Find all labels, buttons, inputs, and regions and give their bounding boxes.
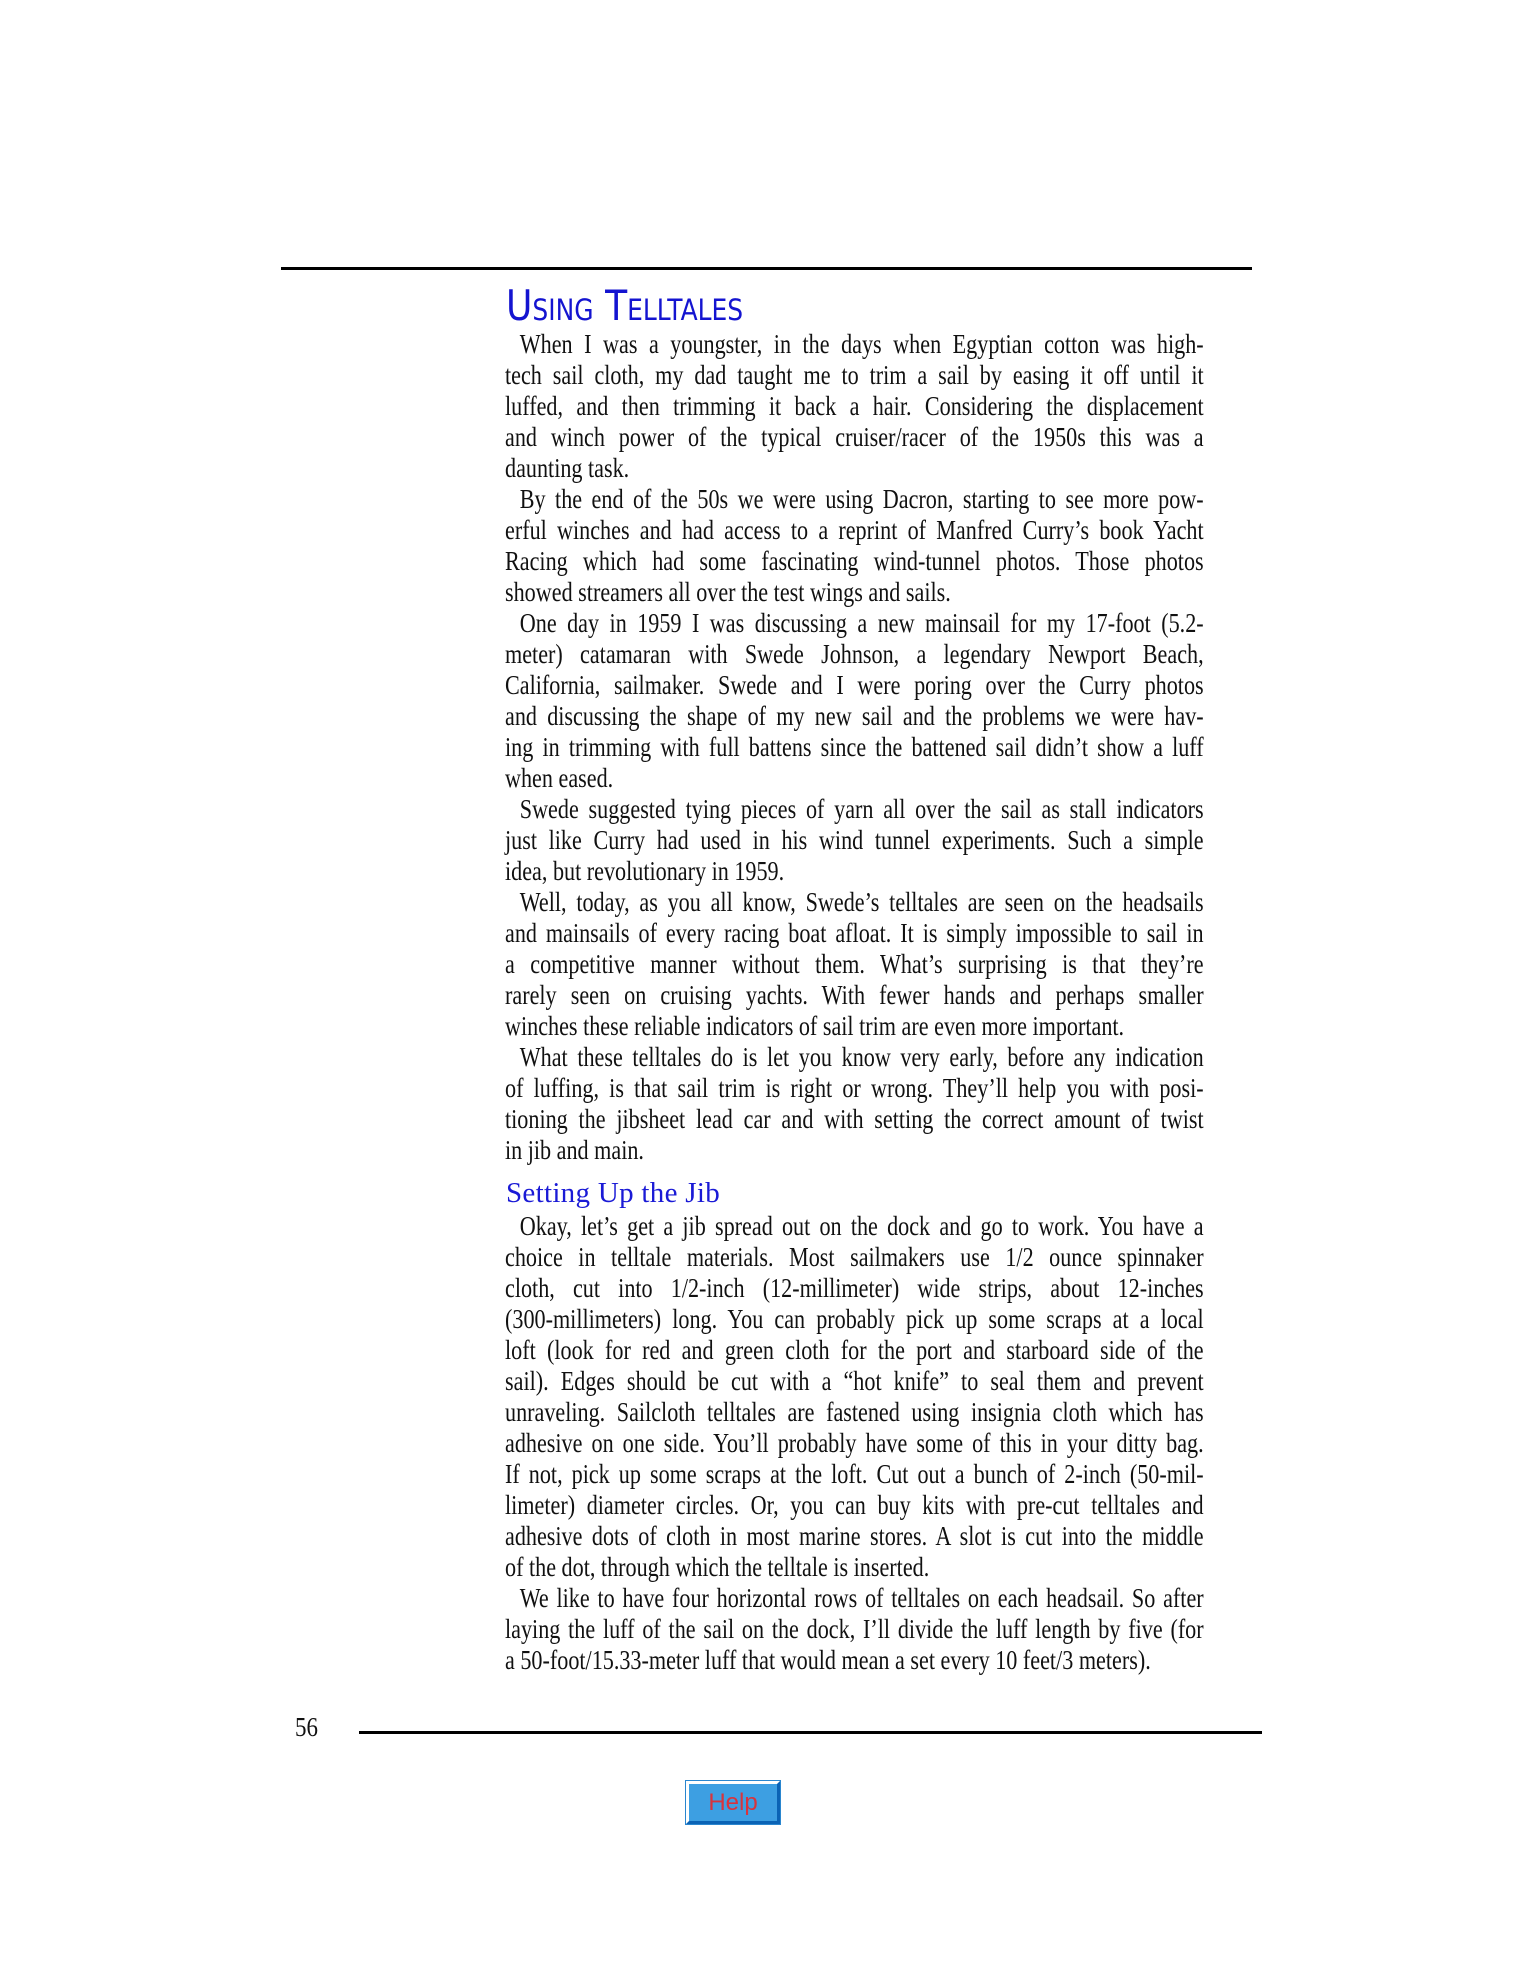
paragraph-line: What these telltales do is let you know very early, before any indication xyxy=(519,1042,1204,1072)
section-subheading: Setting Up the Jib xyxy=(506,1177,721,1209)
paragraph-line: idea, but revolutionary in 1959. xyxy=(505,856,785,886)
paragraph-line: a 50-foot/15.33-meter luff that would mean a set every 10 feet/3 meters). xyxy=(505,1645,1151,1675)
paragraph-line: sail). Edges should be cut with a “hot knife” to seal them and prevent xyxy=(505,1366,1204,1396)
footer-rule xyxy=(359,1731,1262,1734)
paragraph-line: a competitive manner without them. What’s surprising is that they’re xyxy=(505,949,1204,979)
paragraph-line: cloth, cut into 1/2-inch (12-millimeter) wide strips, about 12-inches xyxy=(505,1273,1204,1303)
paragraph-line: of luffing, is that sail trim is right or wrong. They’ll help you with posi- xyxy=(505,1073,1204,1103)
paragraph-line: laying the luff of the sail on the dock, I’ll divide the luff length by five (for xyxy=(505,1614,1204,1644)
paragraph-line: We like to have four horizontal rows of telltales on each headsail. So after xyxy=(519,1583,1204,1613)
paragraph-line: in jib and main. xyxy=(505,1135,644,1165)
paragraph-line: and winch power of the typical cruiser/racer of the 1950s this was a xyxy=(505,422,1204,452)
paragraph-line: choice in telltale materials. Most sailmakers use 1/2 ounce spinnaker xyxy=(505,1242,1204,1272)
paragraph-line: and discussing the shape of my new sail and the problems we were hav- xyxy=(505,701,1204,731)
paragraph-line: adhesive on one side. You’ll probably have some of this in your ditty bag. xyxy=(505,1428,1204,1458)
paragraph-line: Swede suggested tying pieces of yarn all over the sail as stall indicators xyxy=(519,794,1204,824)
page-title: Using Telltales xyxy=(506,281,744,330)
paragraph-line: California, sailmaker. Swede and I were poring over the Curry photos xyxy=(505,670,1204,700)
paragraph-line: By the end of the 50s we were using Dacron, starting to see more pow- xyxy=(519,484,1204,514)
paragraph-line: ing in trimming with full battens since the battened sail didn’t show a luff xyxy=(505,732,1204,762)
paragraph-line: limeter) diameter circles. Or, you can buy kits with pre-cut telltales and xyxy=(505,1490,1204,1520)
paragraph-line: loft (look for red and green cloth for the port and starboard side of the xyxy=(505,1335,1204,1365)
paragraph-line: tech sail cloth, my dad taught me to trim a sail by easing it off until it xyxy=(505,360,1204,390)
help-button[interactable]: Help xyxy=(686,1781,780,1824)
paragraph-line: One day in 1959 I was discussing a new mainsail for my 17-foot (5.2- xyxy=(519,608,1204,638)
paragraph-line: winches these reliable indicators of sail trim are even more important. xyxy=(505,1011,1125,1041)
paragraph-line: Okay, let’s get a jib spread out on the dock and go to work. You have a xyxy=(519,1211,1204,1241)
page-number: 56 xyxy=(295,1712,318,1742)
paragraph-line: of the dot, through which the telltale is inserted. xyxy=(505,1552,930,1582)
paragraph-line: If not, pick up some scraps at the loft. Cut out a bunch of 2-inch (50-mil- xyxy=(505,1459,1204,1489)
paragraph-line: When I was a youngster, in the days when Egyptian cotton was high- xyxy=(519,329,1204,359)
paragraph-line: erful winches and had access to a reprint of Manfred Curry’s book Yacht xyxy=(505,515,1204,545)
paragraph-line: Well, today, as you all know, Swede’s telltales are seen on the headsails xyxy=(519,887,1204,917)
paragraph-line: daunting task. xyxy=(505,453,630,483)
paragraph-line: adhesive dots of cloth in most marine stores. A slot is cut into the middle xyxy=(505,1521,1204,1551)
paragraph-line: (300-millimeters) long. You can probably pick up some scraps at a local xyxy=(505,1304,1204,1334)
paragraph-line: showed streamers all over the test wings and sails. xyxy=(505,577,951,607)
paragraph-line: rarely seen on cruising yachts. With fewer hands and perhaps smaller xyxy=(505,980,1204,1010)
paragraph-line: tioning the jibsheet lead car and with setting the correct amount of twist xyxy=(505,1104,1204,1134)
paragraph-line: luffed, and then trimming it back a hair. Considering the displacement xyxy=(505,391,1204,421)
header-rule xyxy=(281,267,1252,270)
paragraph-line: meter) catamaran with Swede Johnson, a legendary Newport Beach, xyxy=(505,639,1204,669)
paragraph-line: just like Curry had used in his wind tunnel experiments. Such a simple xyxy=(505,825,1204,855)
paragraph-line: and mainsails of every racing boat afloat. It is simply impossible to sail in xyxy=(505,918,1204,948)
paragraph-line: Racing which had some fascinating wind-tunnel photos. Those photos xyxy=(505,546,1204,576)
paragraph-line: when eased. xyxy=(505,763,614,793)
paragraph-line: unraveling. Sailcloth telltales are fastened using insignia cloth which has xyxy=(505,1397,1204,1427)
